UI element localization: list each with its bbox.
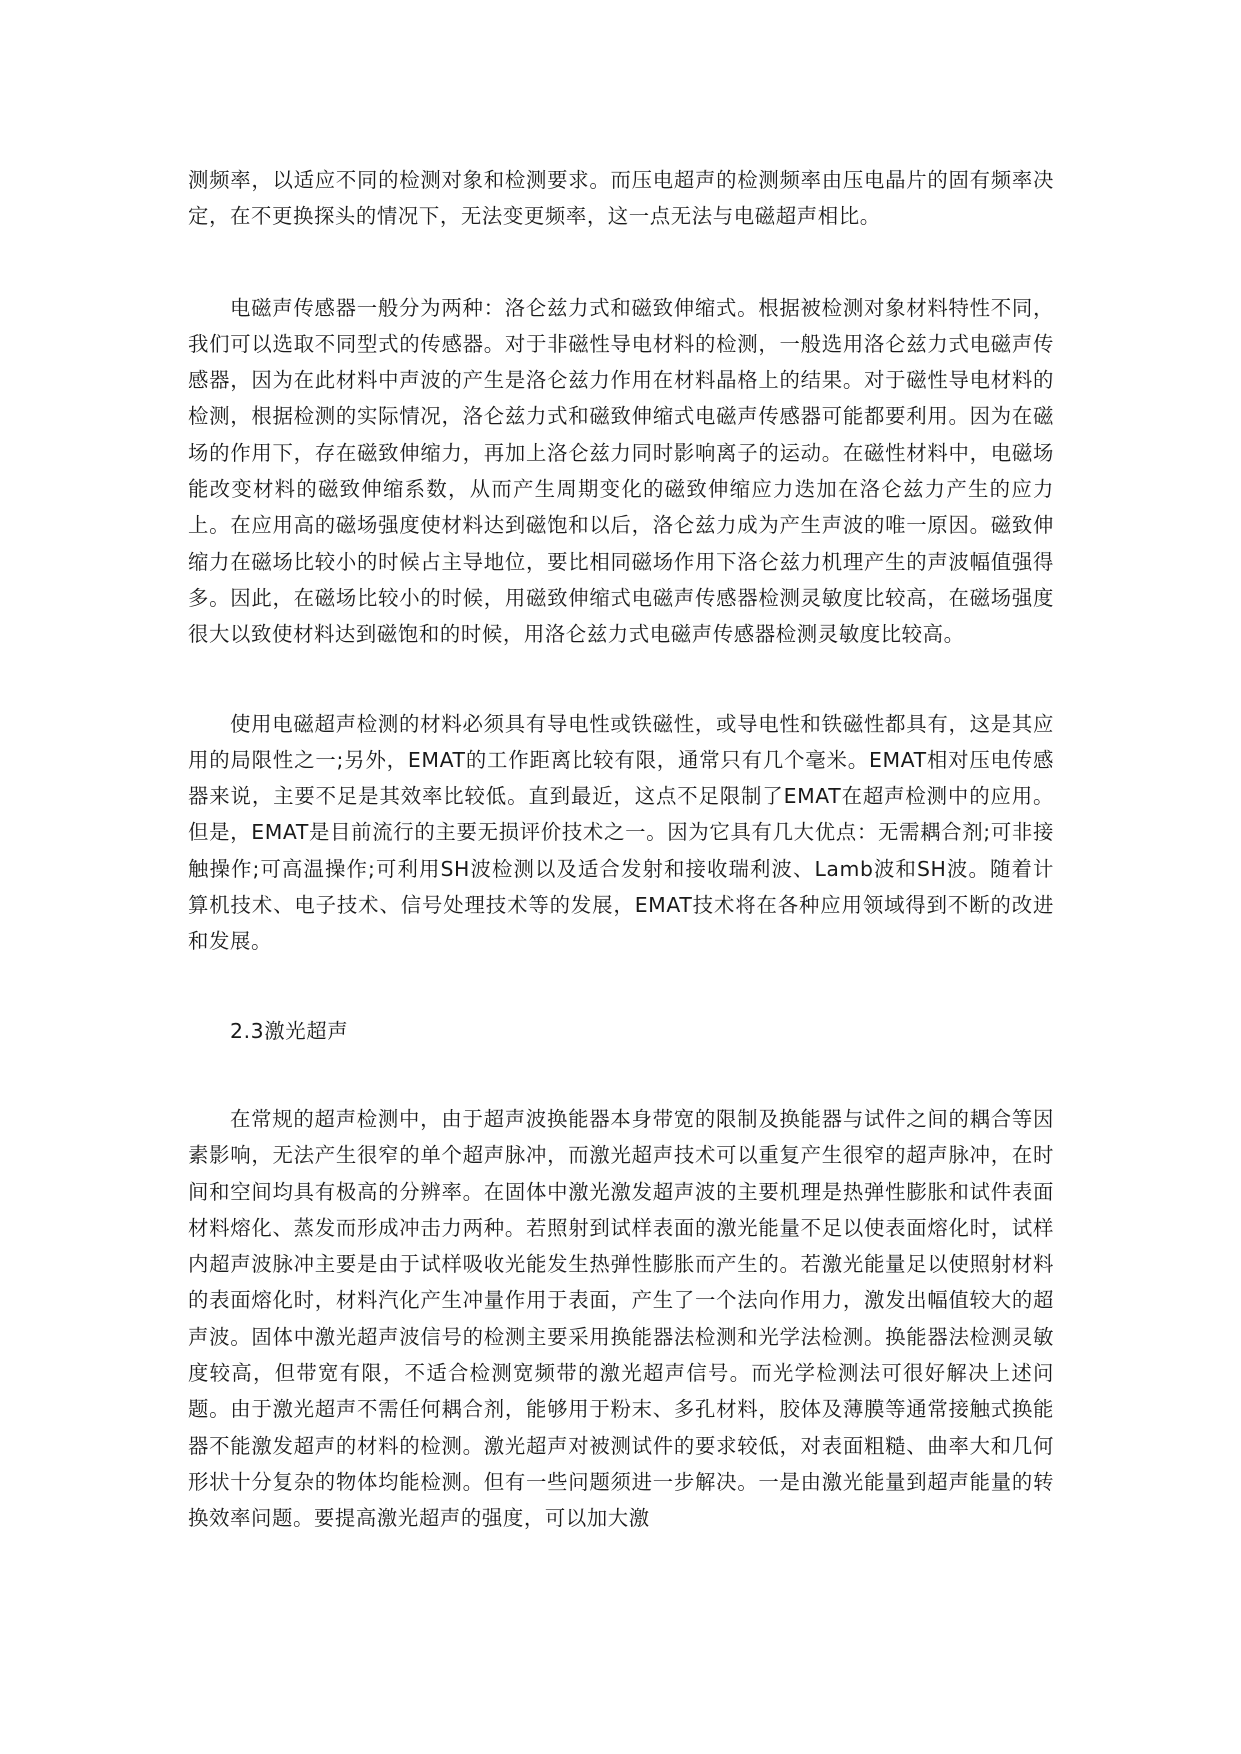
paragraph-emat-limitations: 使用电磁超声检测的材料必须具有导电性或铁磁性，或导电性和铁磁性都具有，这是其应用的局限性之一;另外，EMAT的工作距离比较有限，通常只有几个毫米。EMAT相对压电传感器来说，主要不足是其效率比较低。直到最近，这点不足限制了EMAT在超声检测中的应用。但是，EMAT是目前流行的主要无损评价技术之一。因为它具有几大优点：无需耦合剂;可非接触操作;可高温操作;可利用SH波检测以及适合发射和接收瑞利波、Lamb波和SH波。随着计算机技术、电子技术、信号处理技术等的发展，EMAT技术将在各种应用领域得到不断的改进和发展。 bbox=[188, 711, 1054, 954]
section-heading: 2.3激光超声 bbox=[230, 1018, 349, 1043]
document-page bbox=[188, 162, 1054, 1537]
paragraph-emat-types: 电磁声传感器一般分为两种：洛仑兹力式和磁致伸缩式。根据被检测对象材料特性不同，我们可以选取不同型式的传感器。对于非磁性导电材料的检测，一般选用洛仑兹力式电磁声传感器，因为在此材料中声波的产生是洛仑兹力作用在材料晶格上的结果。对于磁性导电材料的检测，根据检测的实际情况，洛仑兹力式和磁致伸缩式电磁声传感器可能都要利用。因为在磁场的作用下，存在磁致伸缩力，再加上洛仑兹力同时影响离子的运动。在磁性材料中，电磁场能改变材料的磁致伸缩系数，从而产生周期变化的磁致伸缩应力迭加在洛仑兹力产生的应力上。在应用高的磁场强度使材料达到磁饱和以后，洛仑兹力成为产生声波的唯一原因。磁致伸缩力在磁场比较小的时候占主导地位，要比相同磁场作用下洛仑兹力机理产生的声波幅值强得多。因此，在磁场比较小的时候，用磁致伸缩式电磁声传感器检测灵敏度比较高，在磁场强度很大以致使材料达到磁饱和的时候，用洛仑兹力式电磁声传感器检测灵敏度比较高。 bbox=[188, 295, 1054, 647]
paragraph-laser-ultrasound: 在常规的超声检测中，由于超声波换能器本身带宽的限制及换能器与试件之间的耦合等因素影响，无法产生很窄的单个超声脉冲，而激光超声技术可以重复产生很窄的超声脉冲，在时间和空间均具有极高的分辨率。在固体中激光激发超声波的主要机理是热弹性膨胀和试件表面材料熔化、蒸发而形成冲击力两种。若照射到试样表面的激光能量不足以使表面熔化时，试样内超声波脉冲主要是由于试样吸收光能发生热弹性膨胀而产生的。若激光能量足以使照射材料的表面熔化时，材料汽化产生冲量作用于表面，产生了一个法向作用力，激发出幅值较大的超声波。固体中激光超声波信号的检测主要采用换能器法检测和光学法检测。换能器法检测灵敏度较高，但带宽有限，不适合检测宽频带的激光超声信号。而光学检测法可很好解决上述问题。由于激光超声不需任何耦合剂，能够用于粉末、多孔材料，胶体及薄膜等通常接触式换能器不能激发超声的材料的检测。激光超声对被测试件的要求较低，对表面粗糙、曲率大和几何形状十分复杂的物体均能检测。但有一些问题须进一步解决。一是由激光能量到超声能量的转换效率问题。要提高激光超声的强度，可以加大激 bbox=[188, 1106, 1054, 1531]
paragraph-continuation: 测频率，以适应不同的检测对象和检测要求。而压电超声的检测频率由压电晶片的固有频率决定，在不更换探头的情况下，无法变更频率，这一点无法与电磁超声相比。 bbox=[188, 168, 1054, 229]
